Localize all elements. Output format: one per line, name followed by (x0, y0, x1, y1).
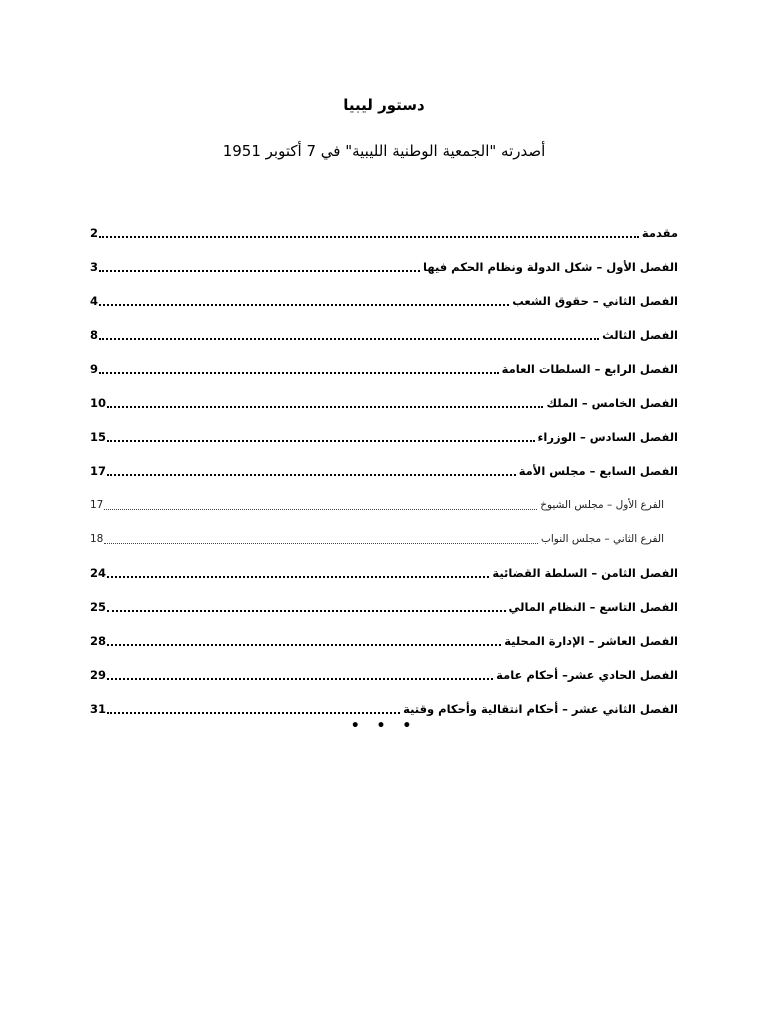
toc-row-chapter-4[interactable] (90, 352, 678, 386)
toc-row-chapter-6[interactable] (90, 420, 678, 454)
toc-page-number: 2 (90, 226, 99, 240)
toc-page-number: 10 (90, 396, 107, 410)
toc-label: الفصل السادس – الوزراء (537, 430, 678, 444)
toc-leader (107, 474, 516, 476)
toc-label: مقدمة (641, 226, 678, 240)
toc-page-number: 3 (90, 260, 99, 274)
toc-page-number: 18 (90, 533, 104, 545)
toc-row-chapter-1[interactable] (90, 250, 678, 284)
toc-page-number: 31 (90, 702, 107, 716)
toc-leader (107, 644, 501, 646)
document-subtitle: أصدرته "الجمعية الوطنية الليبية" في 7 أكتوبر 1951 (222, 142, 546, 160)
end-mark: • • • (350, 718, 418, 734)
toc-leader (107, 712, 400, 714)
toc-page-number: 17 (90, 499, 104, 511)
toc-leader (99, 338, 599, 340)
toc-row-chapter-9[interactable] (90, 590, 678, 624)
toc-label: الفرع الأول – مجلس الشيوخ (540, 499, 664, 511)
toc-leader (99, 270, 420, 272)
toc-page-number: 8 (90, 328, 99, 342)
toc-page-number: 15 (90, 430, 107, 444)
toc-page-number: 24 (90, 566, 107, 580)
toc-row-chapter-7[interactable] (90, 454, 678, 488)
table-of-contents (90, 216, 678, 726)
toc-page-number: 4 (90, 294, 99, 308)
toc-leader (107, 576, 489, 578)
toc-label: الفصل السابع – مجلس الأمة (518, 464, 678, 478)
toc-page-number: 9 (90, 362, 99, 376)
toc-leader (107, 678, 493, 680)
toc-row-section-senate[interactable] (90, 488, 678, 522)
toc-label: الفصل الثاني – حقوق الشعب (512, 294, 678, 308)
toc-leader (99, 236, 639, 238)
toc-leader (104, 509, 537, 510)
toc-row-chapter-11[interactable] (90, 658, 678, 692)
toc-leader (107, 440, 535, 442)
toc-label: الفصل الثامن – السلطة القضائية (492, 566, 678, 580)
toc-label: الفصل الأول – شكل الدولة ونظام الحكم فيها (423, 260, 678, 274)
toc-leader (99, 304, 509, 306)
toc-leader (107, 406, 543, 408)
toc-leader (104, 543, 538, 544)
toc-leader (107, 610, 506, 612)
toc-row-chapter-5[interactable] (90, 386, 678, 420)
toc-row-chapter-10[interactable] (90, 624, 678, 658)
toc-label: الفصل العاشر – الإدارة المحلية (504, 634, 678, 648)
toc-page-number: 29 (90, 668, 107, 682)
toc-leader (99, 372, 499, 374)
toc-page-number: 17 (90, 464, 107, 478)
toc-row-chapter-8[interactable] (90, 556, 678, 590)
toc-label: الفصل الثالث (602, 328, 678, 342)
toc-row-section-deputies[interactable] (90, 522, 678, 556)
toc-label: الفصل الثاني عشر – أحكام انتقالية وأحكام وقتية (403, 702, 678, 716)
document-title: دستور ليبيا (343, 96, 425, 114)
toc-label: الفصل التاسع – النظام المالي (508, 600, 678, 614)
toc-label: الفرع الثاني – مجلس النواب (540, 533, 664, 545)
toc-row-intro[interactable] (90, 216, 678, 250)
toc-page-number: 25 (90, 600, 107, 614)
toc-row-chapter-3[interactable] (90, 318, 678, 352)
toc-row-chapter-2[interactable] (90, 284, 678, 318)
toc-page-number: 28 (90, 634, 107, 648)
toc-label: الفصل الخامس – الملك (546, 396, 678, 410)
toc-label: الفصل الرابع – السلطات العامة (501, 362, 678, 376)
toc-label: الفصل الحادي عشر– أحكام عامة (496, 668, 678, 682)
